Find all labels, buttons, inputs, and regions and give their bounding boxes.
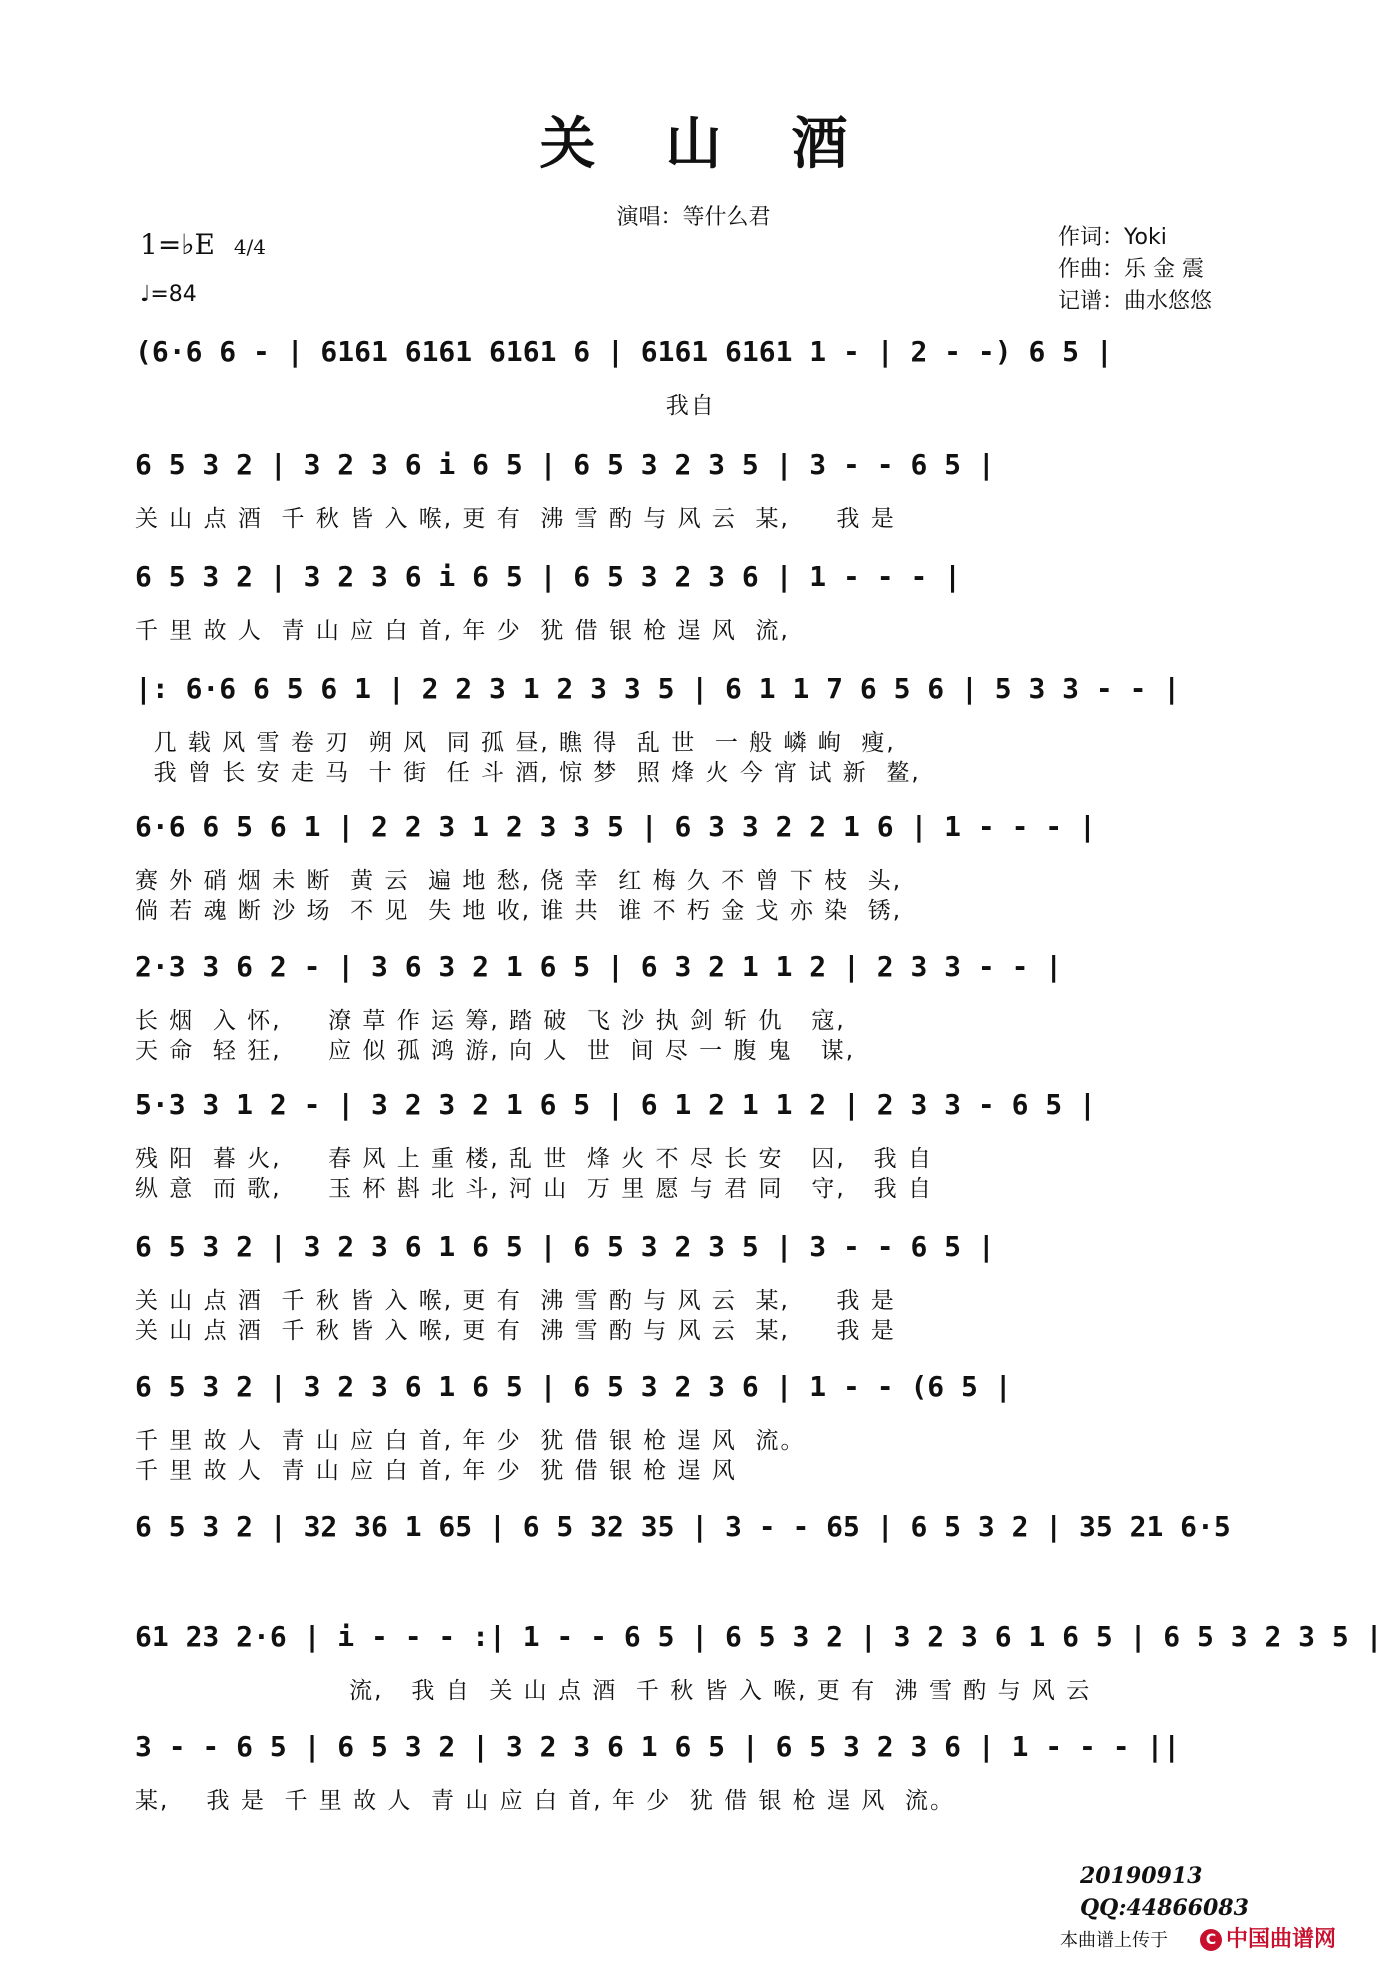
notation-row: 6 5 3 2 | 3 2 3 6 i 6 5 | 6 5 3 2 3 5 | 3 - - 6 5 | (135, 448, 995, 481)
lyric-line: 流, 我 自 关 山 点 酒 千 秋 皆 入 喉, 更 有 沸 雪 酌 与 风 云 (135, 1678, 1092, 1704)
lyric-line: 关 山 点 酒 千 秋 皆 入 喉, 更 有 沸 雪 酌 与 风 云 某, 我 是 (135, 1288, 896, 1314)
site-name: 中国曲谱网 (1226, 1927, 1337, 1952)
lyric-line: 残 阳 暮 火, 春 风 上 重 楼, 乱 世 烽 火 不 尽 长 安 囚, 我 自 (135, 1146, 933, 1172)
site-logo (1200, 1922, 1336, 1953)
lyric-line: 千 里 故 人 青 山 应 白 首, 年 少 犹 借 银 枪 逞 风 (135, 1458, 737, 1484)
composer-credit: 作曲：乐 金 震 (1058, 257, 1204, 282)
key-signature (140, 228, 266, 261)
notation-row: 5·3 3 1 2 - | 3 2 3 2 1 6 5 | 6 1 2 1 1 2 | 2 3 3 - 6 5 | (135, 1088, 1096, 1121)
notation-row: 6 5 3 2 | 32 36 1 65 | 6 5 32 35 | 3 - - 65 | 6 5 3 2 | 35 21 6·5 (135, 1510, 1231, 1543)
credits-block (1058, 222, 1212, 318)
date-stamp: 20190913 (1080, 1863, 1203, 1889)
lyric-line: 纵 意 而 歌, 玉 杯 斟 北 斗, 河 山 万 里 愿 与 君 同 守, 我 自 (135, 1176, 933, 1202)
lyric-line: 我 曾 长 安 走 马 十 街 任 斗 酒, 惊 梦 照 烽 火 今 宵 试 新 鳌, (135, 760, 921, 786)
lyric-line: 关 山 点 酒 千 秋 皆 入 喉, 更 有 沸 雪 酌 与 风 云 某, 我 是 (135, 506, 896, 532)
lyric-line: 千 里 故 人 青 山 应 白 首, 年 少 犹 借 银 枪 逞 风 流, (135, 618, 790, 644)
lyric-line: 倘 若 魂 断 沙 场 不 见 失 地 收, 谁 共 谁 不 朽 金 戈 亦 染 锈, (135, 898, 903, 924)
time-signature: 4/4 (233, 235, 267, 259)
upload-note: 本曲谱上传于 (1060, 1930, 1168, 1951)
notation-row: 2·3 3 6 2 - | 3 6 3 2 1 6 5 | 6 3 2 1 1 2 | 2 3 3 - - | (135, 950, 1063, 983)
lyric-line: 天 命 轻 狂, 应 似 孤 鸿 游, 向 人 世 间 尽 一 腹 鬼 谋, (135, 1038, 856, 1064)
key-label: 1=♭E (140, 228, 215, 261)
notation-row: 61 23 2·6 | i - - - :| 1 - - 6 5 | 6 5 3 2 | 3 2 3 6 1 6 5 | 6 5 3 2 3 5 | (135, 1620, 1383, 1653)
lyric-line: 长 烟 入 怀, 潦 草 作 运 筹, 踏 破 飞 沙 执 剑 斩 仇 寇, (135, 1008, 846, 1034)
tempo-marking: ♩=84 (140, 282, 197, 307)
lyricist-credit: 作词：Yoki (1058, 225, 1167, 250)
lyric-line: 几 载 风 雪 卷 刃 朔 风 同 孤 昼, 瞧 得 乱 世 一 般 嶙 峋 瘦, (135, 730, 896, 756)
notation-row: |: 6·6 6 5 6 1 | 2 2 3 1 2 3 3 5 | 6 1 1 7 6 5 6 | 5 3 3 - - | (135, 672, 1181, 705)
logo-icon: C (1200, 1929, 1222, 1951)
lyric-line: 某, 我 是 千 里 故 人 青 山 应 白 首, 年 少 犹 借 银 枪 逞 风 流。 (135, 1788, 956, 1814)
transcriber-credit: 记谱：曲水悠悠 (1058, 289, 1213, 314)
lyric-line: 千 里 故 人 青 山 应 白 首, 年 少 犹 借 银 枪 逞 风 流。 (135, 1428, 806, 1454)
notation-row: 3 - - 6 5 | 6 5 3 2 | 3 2 3 6 1 6 5 | 6 5 3 2 3 6 | 1 - - - || (135, 1730, 1181, 1763)
singer-credit: 演唱：等什么君 (616, 205, 771, 230)
notation-row: 6 5 3 2 | 3 2 3 6 i 6 5 | 6 5 3 2 3 6 | 1 - - - | (135, 560, 962, 593)
notation-row: 6·6 6 5 6 1 | 2 2 3 1 2 3 3 5 | 6 3 3 2 2 1 6 | 1 - - - | (135, 810, 1096, 843)
lyric-line: 我自 (135, 393, 716, 419)
notation-row: 6 5 3 2 | 3 2 3 6 1 6 5 | 6 5 3 2 3 6 | 1 - - (6 5 | (135, 1370, 1012, 1403)
footer-info (1080, 1860, 1249, 1924)
lyric-line: 赛 外 硝 烟 未 断 黄 云 遍 地 愁, 侥 幸 红 梅 久 不 曾 下 枝 头, (135, 868, 903, 894)
notation-row: 6 5 3 2 | 3 2 3 6 1 6 5 | 6 5 3 2 3 5 | 3 - - 6 5 | (135, 1230, 995, 1263)
notation-row: (6·6 6 - | 6161 6161 6161 6 | 6161 6161 1 - | 2 - -) 6 5 | (135, 335, 1113, 368)
qq-contact: QQ:44866083 (1080, 1895, 1249, 1921)
lyric-line: 关 山 点 酒 千 秋 皆 入 喉, 更 有 沸 雪 酌 与 风 云 某, 我 是 (135, 1318, 896, 1344)
page-title: 关山酒 (539, 111, 918, 177)
